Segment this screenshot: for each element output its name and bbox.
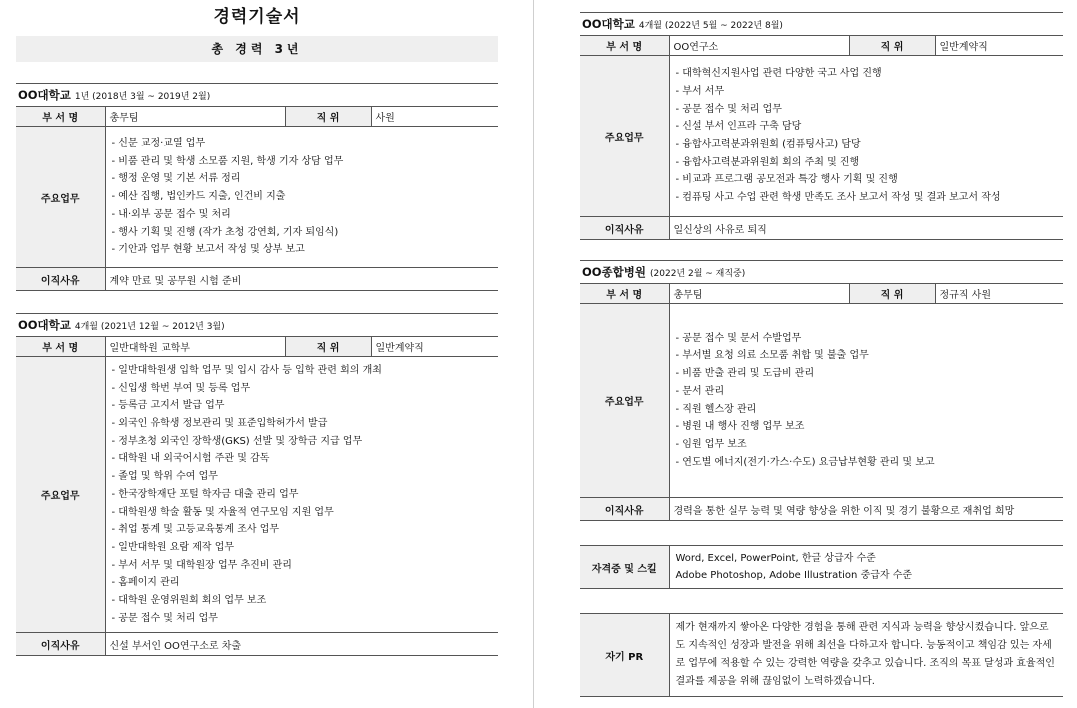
- duty-item: - 연도별 에너지(전기·가스·수도) 요금납부현황 관리 및 보고: [675, 456, 935, 468]
- self-pr-table: [580, 613, 1063, 697]
- duty-item: - 대학원 내 외국어시험 주관 및 감독: [111, 453, 270, 465]
- dept-label: 부 서 명: [16, 337, 105, 357]
- reason-label: 이직사유: [580, 217, 669, 240]
- position-value: 정규직 사원: [935, 284, 1063, 304]
- dept-value: 총무팀: [105, 107, 285, 127]
- document-title: 경력기술서: [213, 7, 301, 27]
- duty-item: - 병원 내 행사 진행 업무 보조: [675, 421, 805, 433]
- duty-item: - 예산 집행, 법인카드 지출, 인건비 지출: [111, 191, 286, 203]
- skill-item: Word, Excel, PowerPoint, 한글 상급자 수준: [675, 553, 876, 564]
- duty-item: - 등록금 고지서 발급 업무: [111, 400, 225, 412]
- career-3-header: [580, 12, 1063, 36]
- career-period: 4개월 (2021년 12월 ~ 2012년 3월): [74, 322, 225, 332]
- duty-item: - 공문 접수 및 처리 업무: [675, 103, 782, 115]
- duty-item: - 기안과 업무 현황 보고서 작성 및 상부 보고: [111, 244, 305, 256]
- career-2-header: [16, 313, 498, 337]
- duty-item: - 융합사고력분과위원회 (컴퓨팅사고) 담당: [675, 139, 861, 150]
- duty-item: - 대학원 운영위원회 회의 업무 보조: [111, 594, 267, 606]
- duty-item: - 행정 운영 및 기본 서류 정리: [111, 173, 241, 185]
- dept-label: 부 서 명: [16, 107, 105, 127]
- duties-label: 주요업무: [580, 56, 669, 217]
- skills-table: [580, 545, 1063, 589]
- duty-item: - 공문 접수 및 처리 업무: [111, 612, 218, 624]
- duty-item: - 행사 기획 및 진행 (작가 초청 강연회, 기자 퇴임식): [111, 226, 339, 238]
- self-pr-label: 자기 PR: [580, 614, 669, 697]
- career-period: 4개월 (2022년 5월 ~ 2022년 8월): [638, 21, 783, 31]
- dept-value: OO연구소: [669, 36, 849, 56]
- reason-value: 계약 만료 및 공무원 시험 준비: [105, 268, 498, 291]
- duty-item: - 한국장학재단 포털 학자금 대출 관리 업무: [111, 488, 299, 500]
- reason-label: 이직사유: [16, 633, 105, 656]
- dept-label: 부 서 명: [580, 284, 669, 304]
- duty-item: - 신문 교정·교열 업무: [111, 138, 206, 150]
- position-label: 직 위: [285, 107, 371, 127]
- duty-item: - 외국인 유학생 정보관리 및 표준입학허가서 발급: [111, 418, 328, 430]
- skill-item: Adobe Photoshop, Adobe Illustration 중급자 수준: [675, 570, 913, 581]
- skills-list: [669, 546, 1063, 589]
- duty-item: - 임원 업무 보조: [675, 438, 747, 450]
- reason-value: 경력을 통한 실무 능력 및 역량 향상을 위한 이직 및 경기 불황으로 재취업 희망: [669, 498, 1063, 521]
- dept-value: 일반대학원 교학부: [105, 337, 285, 357]
- duties-label: 주요업무: [16, 127, 105, 268]
- skills-label: 자격증 및 스킬: [580, 546, 669, 589]
- reason-label: 이직사유: [16, 268, 105, 291]
- duties-list: [105, 127, 498, 268]
- duty-item: - 공문 접수 및 문서 수발업무: [675, 332, 802, 344]
- self-pr-text: 제가 현재까지 쌓아온 다양한 경험을 통해 관련 지식과 능력을 향상시켰습니다. 앞으로도 지속적인 성장과 발전을 위해 최선을 다하고자 합니다. 능동적이고 책임감 있는 자세로 업무에 적용할 수 있는 강력한 역량을 갖추고 있습니다. 조직의 목표 달성과 효율적인 결과를 제공을 위해 끊임없이 노력하겠습니다.: [669, 614, 1063, 697]
- career-1-header: [16, 83, 498, 107]
- career-4-table: [580, 284, 1063, 521]
- right-page: [580, 0, 1063, 697]
- career-org: OO대학교: [582, 17, 635, 31]
- career-1-table: [16, 107, 498, 291]
- reason-value: 일신상의 사유로 퇴직: [669, 217, 1063, 240]
- career-org: OO대학교: [18, 88, 71, 102]
- duty-item: - 신입생 학번 부여 및 등록 업무: [111, 382, 251, 394]
- position-label: 직 위: [285, 337, 371, 357]
- reason-value: 신설 부서인 OO연구소로 차출: [105, 633, 498, 656]
- duty-item: - 홈페이지 관리: [111, 577, 180, 589]
- career-2-table: [16, 337, 498, 656]
- duty-item: - 내·외부 공문 접수 및 처리: [111, 208, 231, 220]
- total-career-banner: 총 경력 3년: [16, 36, 498, 62]
- duties-list: [105, 357, 498, 633]
- duty-item: - 컴퓨팅 사고 수업 관련 학생 만족도 조사 보고서 작성 및 결과 보고서 작성: [675, 192, 1001, 204]
- duty-item: - 비품 반출 관리 및 도급비 관리: [675, 368, 815, 380]
- career-3-table: [580, 36, 1063, 240]
- duty-item: - 융합사고력분과위원회 회의 주최 및 진행: [675, 156, 860, 168]
- duty-item: - 일반대학원 요람 제작 업무: [111, 541, 235, 553]
- duty-item: - 비교과 프로그램 공모전과 특강 행사 기획 및 진행: [675, 174, 898, 186]
- left-page: [16, 0, 498, 656]
- career-org: OO종합병원: [582, 265, 646, 279]
- position-value: 사원: [371, 107, 498, 127]
- career-period: 1년 (2018년 3월 ~ 2019년 2월): [74, 92, 211, 102]
- position-label: 직 위: [849, 36, 935, 56]
- duty-item: - 졸업 및 학위 수여 업무: [111, 471, 218, 483]
- duty-item: - 취업 통계 및 고등교육통계 조사 업무: [111, 524, 280, 536]
- duties-list: [669, 56, 1063, 217]
- duty-item: - 대학혁신지원사업 관련 다양한 국고 사업 진행: [675, 68, 882, 80]
- duty-item: - 일반대학원생 입학 업무 및 입시 감사 등 입학 관련 회의 개최: [111, 365, 382, 376]
- duty-item: - 문서 관리: [675, 385, 725, 397]
- duties-list: [669, 304, 1063, 498]
- duty-item: - 신설 부서 인프라 구축 담당: [675, 121, 802, 133]
- page-divider: [533, 0, 534, 708]
- career-period: (2022년 2월 ~ 재직중): [650, 269, 746, 279]
- duties-label: 주요업무: [580, 304, 669, 498]
- duty-item: - 부서별 요청 의료 소모품 취합 및 불출 업무: [675, 350, 869, 362]
- duties-label: 주요업무: [16, 357, 105, 633]
- position-label: 직 위: [849, 284, 935, 304]
- duty-item: - 직원 헬스장 관리: [675, 403, 757, 415]
- duty-item: - 부서 서무: [675, 85, 725, 97]
- duty-item: - 정부초청 외국인 장학생(GKS) 선발 및 장학금 지급 업무: [111, 435, 363, 447]
- duty-item: - 비품 관리 및 학생 소모품 지원, 학생 기자 상담 업무: [111, 155, 344, 167]
- position-value: 일반계약직: [935, 36, 1063, 56]
- dept-label: 부 서 명: [580, 36, 669, 56]
- duty-item: - 대학원생 학술 활동 및 자율적 연구모임 지원 업무: [111, 506, 334, 518]
- career-4-header: [580, 260, 1063, 284]
- career-org: OO대학교: [18, 318, 71, 332]
- dept-value: 총무팀: [669, 284, 849, 304]
- duty-item: - 부서 서무 및 대학원장 업무 추진비 관리: [111, 559, 292, 571]
- position-value: 일반계약직: [371, 337, 498, 357]
- reason-label: 이직사유: [580, 498, 669, 521]
